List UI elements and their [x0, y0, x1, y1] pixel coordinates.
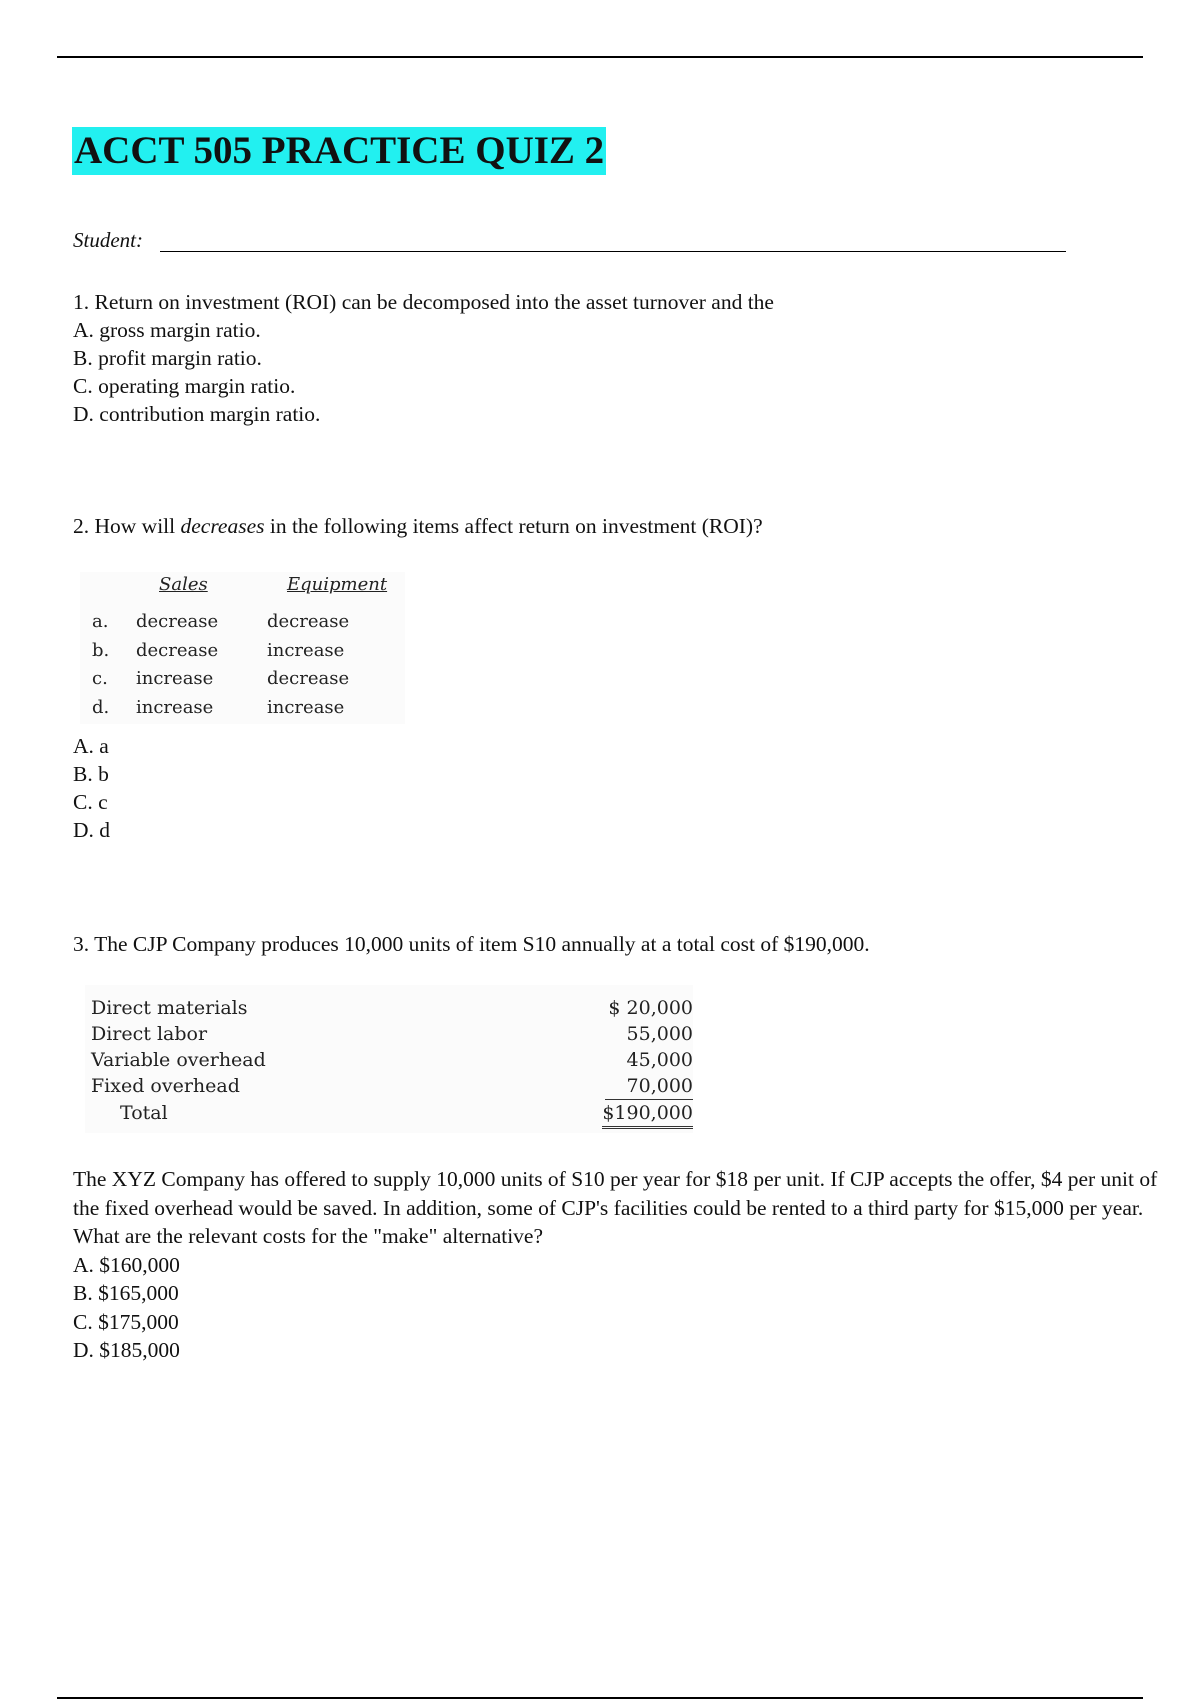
cost-table — [85, 985, 693, 1133]
question-1-option-c: C. operating margin ratio. — [73, 374, 296, 398]
row-letter: d. — [92, 697, 110, 718]
cost-amount: 45,000 — [626, 1049, 693, 1071]
question-2-option-b: B. b — [73, 762, 109, 786]
question-2-option-d: D. d — [73, 818, 111, 842]
top-rule — [57, 56, 1143, 58]
question-2-text-suffix: in the following items affect return on investment (ROI)? — [264, 514, 763, 538]
cost-amount: 70,000 — [553, 1073, 693, 1100]
question-2-text-prefix: 2. How will — [73, 514, 181, 538]
question-2-text — [73, 512, 763, 540]
question-1-option-a: A. gross margin ratio. — [73, 318, 261, 342]
page-title: ACCT 505 PRACTICE QUIZ 2 — [72, 127, 606, 175]
table-row — [85, 1100, 693, 1126]
cost-amount: $ 20,000 — [608, 997, 693, 1019]
question-3-paragraph — [73, 1165, 1163, 1365]
table-row — [85, 1073, 693, 1099]
row-sales: decrease — [136, 611, 219, 632]
row-equipment: increase — [267, 697, 345, 718]
row-equipment: decrease — [267, 611, 350, 632]
row-letter: c. — [92, 668, 108, 689]
table-row — [85, 995, 693, 1021]
cost-label: Direct labor — [91, 1023, 208, 1045]
student-label: Student: — [73, 228, 143, 252]
roi-effects-table — [80, 572, 405, 724]
header-sales: Sales — [159, 574, 208, 595]
question-1-text: 1. Return on investment (ROI) can be decomposed into the asset turnover and the — [73, 290, 774, 314]
question-2-option-c: C. c — [73, 790, 108, 814]
student-name-line — [160, 251, 1066, 252]
bottom-rule — [57, 1697, 1143, 1699]
question-2-text-emphasis: decreases — [180, 514, 265, 538]
row-equipment: decrease — [267, 668, 350, 689]
total-amount: $190,000 — [553, 1100, 693, 1129]
cost-label: Fixed overhead — [91, 1075, 240, 1097]
row-sales: increase — [136, 697, 214, 718]
total-label: Total — [120, 1102, 168, 1124]
row-sales: decrease — [136, 640, 219, 661]
row-letter: a. — [92, 611, 109, 632]
question-3-paragraph-text: The XYZ Company has offered to supply 10,000 units of S10 per year for $18 per unit. If CJP accepts the offer, $4 per unit of the fixed overhead would be saved. In addition, some of CJP's facilities could be rented to a third party for $15,000 per year. What are the relevant costs for the "make" alternative? — [73, 1167, 1158, 1248]
question-1-option-b: B. profit margin ratio. — [73, 346, 262, 370]
row-equipment: increase — [267, 640, 345, 661]
question-3-option-c: C. $175,000 — [73, 1309, 179, 1334]
row-letter: b. — [92, 640, 110, 661]
question-2-option-a: A. a — [73, 734, 109, 758]
row-sales: increase — [136, 668, 214, 689]
question-1-option-d: D. contribution margin ratio. — [73, 402, 321, 426]
cost-label: Direct materials — [91, 997, 248, 1019]
question-1 — [73, 288, 774, 428]
table-row — [85, 1047, 693, 1073]
question-3-option-b: B. $165,000 — [73, 1281, 179, 1305]
question-3-text: 3. The CJP Company produces 10,000 units of item S10 annually at a total cost of $190,000. — [73, 932, 870, 956]
header-equipment: Equipment — [287, 574, 388, 595]
question-3-option-a: A. $160,000 — [73, 1252, 180, 1277]
table-row — [85, 1021, 693, 1047]
cost-label: Variable overhead — [91, 1049, 266, 1071]
question-2-options — [73, 732, 110, 844]
question-3-option-d: D. $185,000 — [73, 1338, 180, 1362]
cost-amount: 55,000 — [626, 1023, 693, 1045]
